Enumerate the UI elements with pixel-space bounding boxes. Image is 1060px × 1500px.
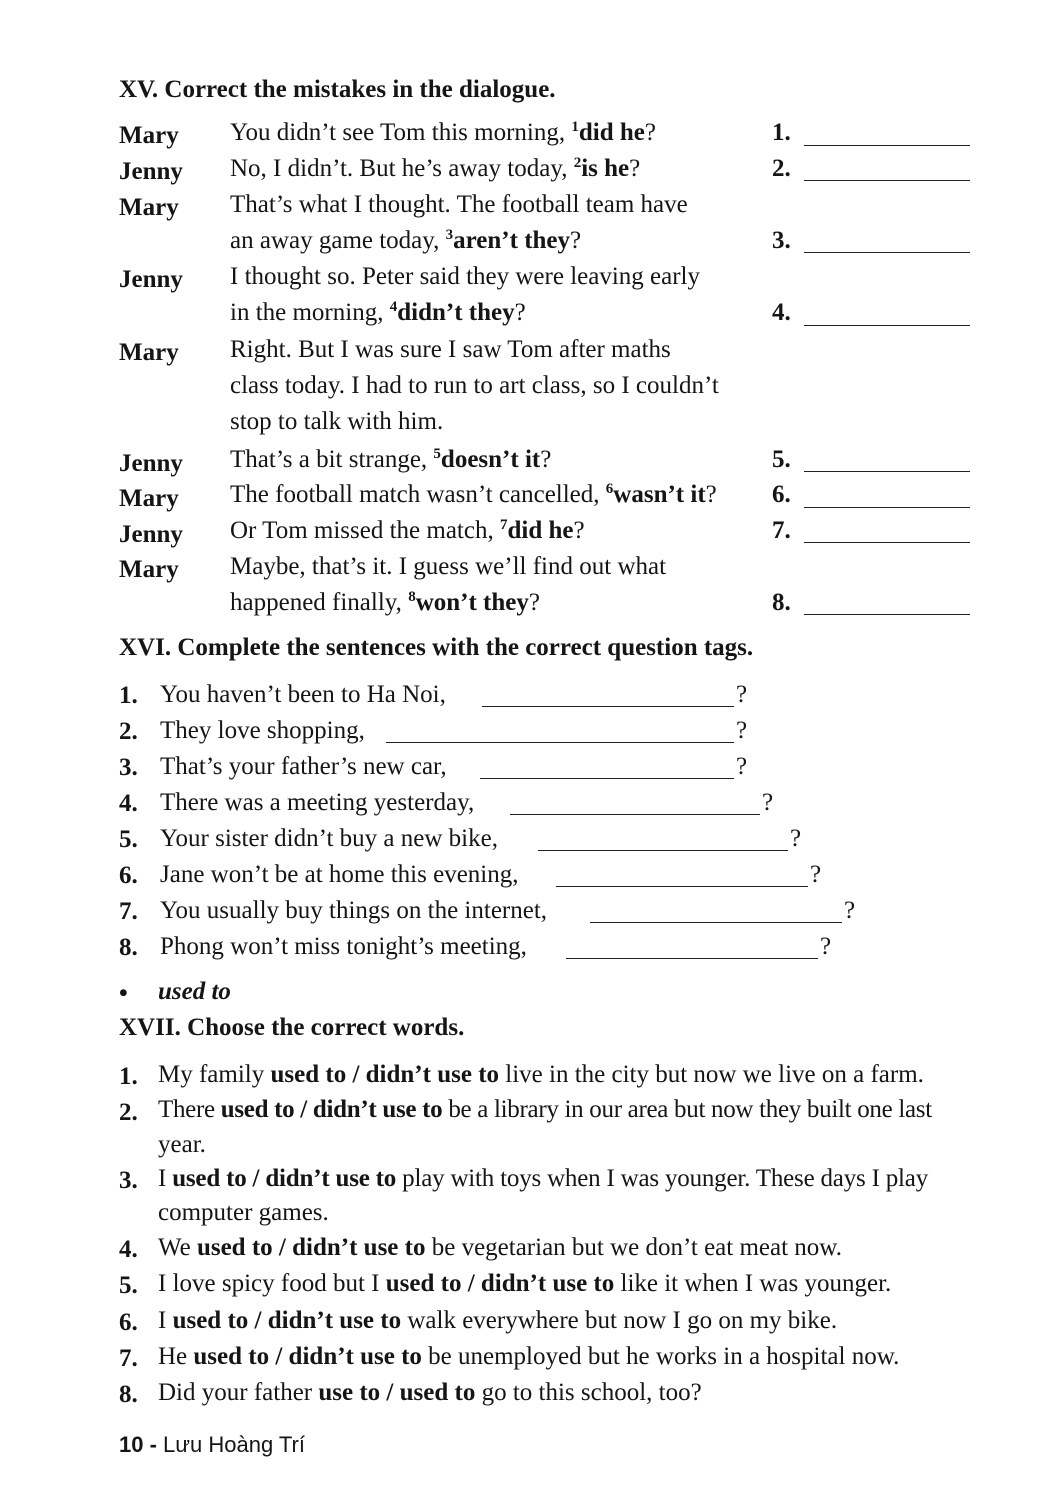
dialogue-line: That’s a bit strange, $^5$doesn’t it? [230, 446, 552, 473]
question-text: Phong won’t miss tonight’s meeting, [160, 933, 527, 960]
question-mark: ? [820, 933, 832, 960]
page-footer: 10 - Lưu Hoàng Trí [119, 1432, 305, 1457]
choice-sentence: There used to / didn’t use to be a library in our area but now they built one last [158, 1096, 932, 1123]
dialogue-line: in the morning, $^4$didn’t they? [230, 299, 526, 326]
question-text: You haven’t been to Ha Noi, [160, 681, 446, 708]
item-number: 7. [119, 1345, 138, 1372]
item-number: 3. [119, 1167, 138, 1194]
item-number: 5. [119, 1272, 138, 1299]
question-mark: ? [736, 753, 748, 780]
answer-number: 8. [772, 589, 791, 616]
answer-blank[interactable] [480, 778, 734, 779]
item-number: 6. [119, 1309, 138, 1336]
dialogue-line: Right. But I was sure I saw Tom after maths [230, 336, 671, 363]
question-text: They love shopping, [160, 717, 365, 744]
question-text: Jane won’t be at home this evening, [160, 861, 519, 888]
bullet-icon: • [119, 980, 128, 1007]
speaker-label: Mary [119, 339, 179, 366]
item-number: 1. [119, 682, 138, 709]
question-text: Your sister didn’t buy a new bike, [160, 825, 498, 852]
dialogue-line: an away game today, $^3$aren’t they? [230, 227, 582, 254]
question-text: There was a meeting yesterday, [160, 789, 475, 816]
question-mark: ? [736, 717, 748, 744]
speaker-label: Mary [119, 556, 179, 583]
answer-number: 5. [772, 446, 791, 473]
item-number: 4. [119, 790, 138, 817]
choice-sentence: I love spicy food but I used to / didn’t use to like it when I was younger. [158, 1270, 892, 1297]
answer-blank[interactable] [804, 145, 970, 146]
answer-number: 4. [772, 299, 791, 326]
answer-blank[interactable] [804, 507, 970, 508]
answer-blank[interactable] [566, 958, 818, 959]
item-number: 2. [119, 718, 138, 745]
answer-blank[interactable] [804, 252, 970, 253]
answer-blank[interactable] [804, 614, 970, 615]
answer-blank[interactable] [556, 886, 808, 887]
dialogue-line: Maybe, that’s it. I guess we’ll find out what [230, 553, 667, 580]
item-number: 6. [119, 862, 138, 889]
dialogue-line: happened finally, $^8$won’t they? [230, 589, 540, 616]
item-number: 3. [119, 754, 138, 781]
choice-sentence: I used to / didn’t use to walk everywhere but now I go on my bike. [158, 1307, 838, 1334]
item-number: 4. [119, 1236, 138, 1263]
speaker-label: Mary [119, 122, 179, 149]
dialogue-line: You didn’t see Tom this morning, $^1$did he? [230, 119, 656, 146]
choice-sentence: My family used to / didn’t use to live in the city but now we live on a farm. [158, 1061, 924, 1088]
choice-sentence-cont: computer games. [158, 1199, 329, 1226]
answer-blank[interactable] [538, 850, 788, 851]
answer-number: 7. [772, 517, 791, 544]
item-number: 8. [119, 1381, 138, 1408]
choice-sentence: I used to / didn’t use to play with toys when I was younger. These days I play [158, 1165, 929, 1192]
section-xvi-title: XVI. Complete the sentences with the correct question tags. [119, 634, 754, 661]
speaker-label: Mary [119, 485, 179, 512]
dialogue-line: The football match wasn’t cancelled, $^6$wasn’t it? [230, 481, 717, 508]
speaker-label: Jenny [119, 266, 183, 293]
speaker-label: Jenny [119, 158, 183, 185]
topic-label: used to [158, 978, 231, 1005]
item-number: 8. [119, 934, 138, 961]
section-xv-title: XV. Correct the mistakes in the dialogue. [119, 76, 556, 103]
question-mark: ? [844, 897, 856, 924]
dialogue-line: class today. I had to run to art class, so I couldn’t [230, 372, 719, 399]
answer-blank[interactable] [386, 742, 734, 743]
item-number: 5. [119, 826, 138, 853]
question-text: That’s your father’s new car, [160, 753, 447, 780]
answer-blank[interactable] [804, 471, 970, 472]
answer-blank[interactable] [482, 706, 734, 707]
speaker-label: Mary [119, 194, 179, 221]
answer-blank[interactable] [804, 325, 970, 326]
choice-sentence: He used to / didn’t use to be unemployed but he works in a hospital now. [158, 1343, 900, 1370]
answer-number: 3. [772, 227, 791, 254]
answer-number: 6. [772, 481, 791, 508]
dialogue-line: I thought so. Peter said they were leaving early [230, 263, 700, 290]
dialogue-line: Or Tom missed the match, $^7$did he? [230, 517, 585, 544]
author-name: Lưu Hoàng Trí [163, 1432, 305, 1457]
item-number: 7. [119, 898, 138, 925]
dialogue-line: That’s what I thought. The football team have [230, 191, 688, 218]
page-number: 10 [119, 1432, 144, 1457]
choice-sentence: We used to / didn’t use to be vegetarian but we don’t eat meat now. [158, 1234, 842, 1261]
question-mark: ? [810, 861, 822, 888]
question-text: You usually buy things on the internet, [160, 897, 548, 924]
question-mark: ? [736, 681, 748, 708]
answer-blank[interactable] [804, 542, 970, 543]
item-number: 2. [119, 1099, 138, 1126]
speaker-label: Jenny [119, 450, 183, 477]
answer-number: 2. [772, 155, 791, 182]
answer-number: 1. [772, 119, 791, 146]
dialogue-line: No, I didn’t. But he’s away today, $^2$is he? [230, 155, 641, 182]
question-mark: ? [762, 789, 774, 816]
answer-blank[interactable] [590, 922, 842, 923]
question-mark: ? [790, 825, 802, 852]
item-number: 1. [119, 1063, 138, 1090]
section-xvii-title: XVII. Choose the correct words. [119, 1014, 465, 1041]
answer-blank[interactable] [510, 814, 760, 815]
speaker-label: Jenny [119, 521, 183, 548]
answer-blank[interactable] [804, 180, 970, 181]
choice-sentence: Did your father use to / used to go to this school, too? [158, 1379, 702, 1406]
dialogue-line: stop to talk with him. [230, 408, 444, 435]
choice-sentence-cont: year. [158, 1131, 206, 1158]
